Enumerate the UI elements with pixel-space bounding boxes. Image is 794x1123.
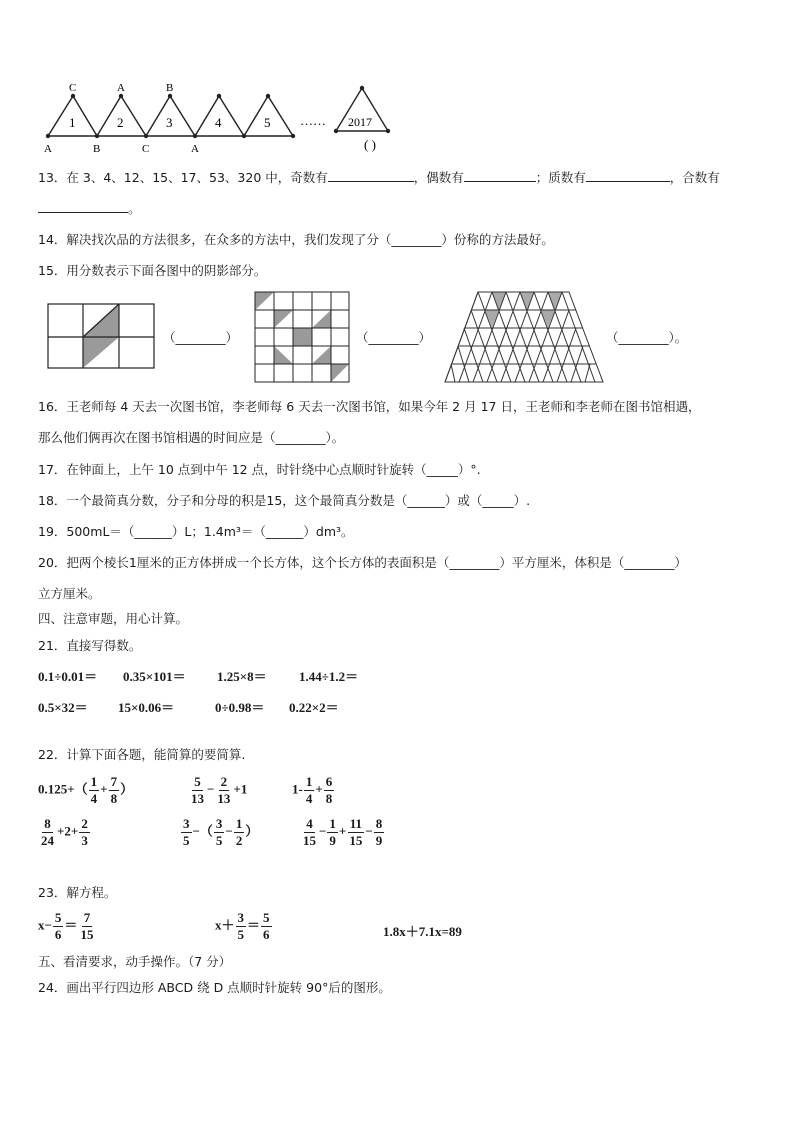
numerator: 2 — [81, 816, 88, 831]
denominator: 15 — [80, 927, 94, 942]
triangle-sequence-figure — [0, 0, 794, 160]
denominator: 5 — [237, 927, 245, 942]
denominator: 13 — [191, 791, 204, 806]
fraction — [301, 816, 318, 849]
text: ） — [245, 823, 259, 839]
question-22-title: 22．计算下面各题，能简算的要简算. — [38, 747, 246, 762]
denominator: 2 — [235, 833, 243, 848]
fraction — [347, 816, 364, 849]
fraction — [304, 774, 315, 807]
triangle-number: 1 — [69, 115, 76, 130]
q13-blank-even[interactable] — [464, 169, 536, 182]
q21-item: 1.44÷1.2＝ — [299, 669, 359, 684]
q22-expr-5 — [180, 816, 258, 849]
denominator: 5 — [183, 833, 190, 848]
q13-end: 。 — [128, 201, 141, 216]
denominator: 9 — [329, 833, 336, 848]
question-20-line2: 立方厘米。 — [38, 586, 101, 601]
fraction — [109, 774, 120, 807]
figure-trapezoid-triangles — [444, 291, 604, 383]
answer-paren: ( ) — [364, 137, 376, 152]
question-16-line1: 16．王老师每 4 天去一次图书馆，李老师每 6 天去一次图书馆，如果今年 2 月 17 日，王老师和李老师在图书馆相遇， — [38, 399, 701, 414]
numerator: 5 — [194, 774, 201, 789]
operator: + — [315, 781, 323, 797]
fraction — [374, 816, 385, 849]
top-label: B — [166, 82, 174, 94]
operator: − — [207, 781, 215, 797]
question-13-line2 — [38, 199, 141, 217]
text: 0.125+（ — [38, 781, 88, 797]
numerator: 7 — [83, 910, 91, 925]
numerator: 8 — [375, 816, 383, 831]
ellipsis: …… — [300, 113, 326, 128]
equals: ＝ — [247, 917, 261, 933]
denominator: 5 — [215, 833, 223, 848]
fraction — [189, 774, 206, 807]
q23-equation-1 — [38, 910, 96, 943]
figure-rectangle-grid — [47, 303, 155, 369]
q21-item: 0.22×2＝ — [289, 700, 339, 715]
q22-expr-3 — [292, 774, 335, 807]
numerator: 3 — [183, 816, 190, 831]
triangle-number-2017: 2017 — [348, 115, 372, 129]
numerator: 1 — [305, 774, 313, 789]
numerator: 5 — [54, 910, 62, 925]
q13-blank-composite[interactable] — [38, 200, 128, 213]
operator: + — [338, 823, 347, 839]
numerator: 2 — [220, 774, 228, 789]
top-label: A — [117, 82, 125, 94]
text: +2+ — [57, 823, 79, 839]
operator: − — [365, 823, 373, 839]
q22-expr-6 — [300, 816, 385, 849]
denominator: 3 — [81, 833, 88, 848]
section-4-title: 四、注意审题，用心计算。 — [38, 611, 189, 626]
denominator: 8 — [110, 791, 118, 806]
question-20-line1: 20．把两个棱长1厘米的正方体拼成一个长方体，这个长方体的表面积是（________）平方厘米，体积是（________） — [38, 555, 687, 570]
numerator: 1 — [90, 774, 98, 789]
text: ） — [120, 781, 134, 797]
bottom-label: B — [93, 143, 101, 155]
numerator: 4 — [306, 816, 313, 831]
question-17: 17．在钟面上，上午 10 点到中午 12 点，时针绕中心点顺时针旋转（_____）°. — [38, 462, 481, 477]
q22-expr-2 — [188, 774, 247, 807]
denominator: 8 — [325, 791, 333, 806]
fraction — [181, 816, 192, 849]
numerator: 6 — [325, 774, 333, 789]
denominator: 6 — [54, 927, 62, 942]
numerator: 11 — [349, 816, 362, 831]
q21-item: 0.1÷0.01＝ — [38, 669, 98, 684]
q23-equation-3: 1.8x＋7.1x=89 — [383, 924, 462, 939]
bottom-label: A — [44, 143, 52, 155]
q21-item: 0.35×101＝ — [123, 669, 186, 684]
q15-blank-1[interactable]: （________） — [163, 330, 239, 345]
fraction — [261, 910, 272, 943]
q13-even: ，偶数有 — [413, 170, 464, 185]
text: x− — [38, 917, 52, 933]
q13-composite: ，合数有 — [669, 170, 720, 185]
q15-blank-2[interactable]: （________） — [356, 330, 432, 345]
question-23-title: 23．解方程。 — [38, 885, 117, 900]
triangle-number: 4 — [215, 115, 222, 130]
q13-prime: ；质数有 — [535, 170, 586, 185]
fraction — [327, 816, 338, 849]
operator: + — [100, 781, 108, 797]
bottom-label: A — [191, 143, 199, 155]
equals: ＝ — [64, 917, 78, 933]
q21-item: 15×0.06＝ — [118, 700, 175, 715]
question-18: 18．一个最简真分数，分子和分母的积是15，这个最简真分数是（______）或（_____）. — [38, 493, 531, 508]
operator: − — [225, 823, 233, 839]
numerator: 1 — [235, 816, 243, 831]
question-24: 24．画出平行四边形 ABCD 绕 D 点顺时针旋转 90°后的图形。 — [38, 980, 391, 995]
question-16-line2: 那么他们俩再次在图书馆相遇的时间应是（________）。 — [38, 430, 345, 445]
denominator: 24 — [41, 833, 54, 848]
fraction — [79, 816, 90, 849]
question-15: 15．用分数表示下面各图中的阴影部分。 — [38, 263, 267, 278]
triangle-number: 2 — [117, 115, 124, 130]
denominator: 13 — [217, 791, 231, 806]
q21-item: 0.5×32＝ — [38, 700, 88, 715]
denominator: 15 — [303, 833, 316, 848]
top-label: C — [69, 82, 77, 94]
numerator: 1 — [329, 816, 336, 831]
question-13 — [38, 168, 720, 186]
operator: − — [319, 823, 327, 839]
fraction — [89, 774, 100, 807]
text: x＋ — [215, 917, 235, 933]
question-21-title: 21．直接写得数。 — [38, 638, 142, 653]
fraction — [39, 816, 56, 849]
triangle-number: 3 — [166, 115, 173, 130]
q13-prefix: 13．在 3、4、12、15、17、53、320 中，奇数有 — [38, 170, 328, 185]
question-14: 14．解决找次品的方法很多，在众多的方法中，我们发现了分（________）份称的方法最好。 — [38, 232, 554, 247]
fraction — [215, 774, 232, 807]
q13-blank-prime[interactable] — [586, 169, 670, 182]
q21-item: 1.25×8＝ — [217, 669, 267, 684]
text: 1- — [292, 781, 303, 797]
denominator: 4 — [90, 791, 98, 806]
fraction — [78, 910, 95, 943]
numerator: 8 — [44, 816, 51, 831]
figure-square-grid — [254, 291, 350, 383]
fraction — [214, 816, 225, 849]
fraction — [236, 910, 247, 943]
fraction — [234, 816, 245, 849]
q23-equation-2 — [215, 910, 273, 943]
q15-blank-3[interactable]: （________）。 — [606, 330, 688, 345]
question-19: 19．500mL＝（______）L；1.4m³＝（______）dm³。 — [38, 524, 354, 539]
operator: −（ — [192, 823, 213, 839]
q21-item: 0÷0.98＝ — [215, 700, 265, 715]
q22-expr-4 — [38, 816, 91, 849]
denominator: 6 — [263, 927, 270, 942]
triangle-number: 5 — [264, 115, 271, 130]
q22-expr-1 — [38, 774, 133, 807]
denominator: 9 — [375, 833, 383, 848]
q13-blank-odd[interactable] — [328, 169, 414, 182]
numerator: 3 — [215, 816, 223, 831]
text: +1 — [233, 781, 248, 797]
denominator: 15 — [349, 833, 363, 848]
bottom-label: C — [142, 143, 150, 155]
denominator: 4 — [305, 791, 313, 806]
numerator: 7 — [110, 774, 118, 789]
numerator: 5 — [263, 910, 270, 925]
section-5-title: 五、看清要求，动手操作。（7 分） — [38, 954, 232, 969]
fraction — [53, 910, 64, 943]
numerator: 3 — [237, 910, 245, 925]
fraction — [324, 774, 335, 807]
